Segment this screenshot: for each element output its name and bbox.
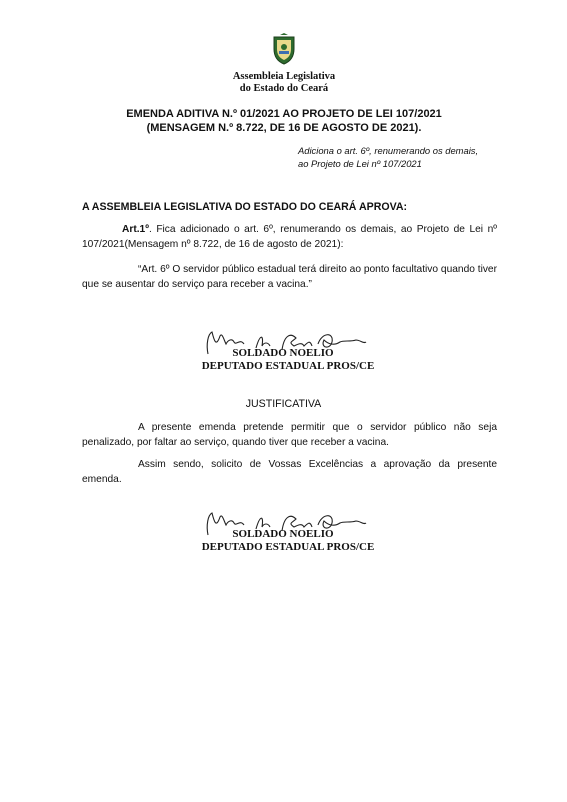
justification-paragraph-2: Assim sendo, solicito de Vossas Excelências a aprovação da presente emenda. (82, 459, 497, 485)
justification-paragraph-1: A presente emenda pretende permitir que o servidor público não seja penalizado, por faltar ao serviço, quando tiver que receber a vacina. (82, 422, 497, 448)
signer-role: DEPUTADO ESTADUAL PROS/CE (201, 360, 375, 372)
ementa-line2: ao Projeto de Lei nº 107/2021 (298, 158, 422, 169)
doc-title-line2: (MENSAGEM N.º 8.722, DE 16 DE AGOSTO DE 2021). (146, 122, 422, 134)
signer-role: DEPUTADO ESTADUAL PROS/CE (201, 541, 375, 553)
coat-of-arms-icon (271, 33, 297, 65)
article-label: Art.1º (122, 224, 149, 235)
signer-name: SOLDADO NOELIO (232, 347, 334, 359)
signer-name: SOLDADO NOELIO (232, 528, 334, 540)
article-text: . Fica adicionado o art. 6º, renumerando os demais, ao Projeto de Lei nº 107/2021(Mensagem nº 8.722, de 16 de agosto de 2021): (82, 224, 497, 250)
ementa-line1: Adiciona o art. 6º, renumerando os demais, (298, 145, 479, 156)
institution-name-line1: Assembleia Legislativa (232, 71, 336, 82)
doc-title-line1: EMENDA ADITIVA N.º 01/2021 AO PROJETO DE LEI 107/2021 (126, 108, 442, 120)
approves-heading: A ASSEMBLEIA LEGISLATIVA DO ESTADO DO CEARÁ APROVA: (82, 201, 408, 213)
justification-title: JUSTIFICATIVA (245, 398, 322, 410)
article-1-paragraph (82, 222, 497, 252)
article-6-quote: “Art. 6º O servidor público estadual terá direito ao ponto facultativo quando tiver que se ausentar do serviço para receber a vacina.” (82, 264, 497, 290)
institution-name-line2: do Estado do Ceará (239, 83, 329, 94)
